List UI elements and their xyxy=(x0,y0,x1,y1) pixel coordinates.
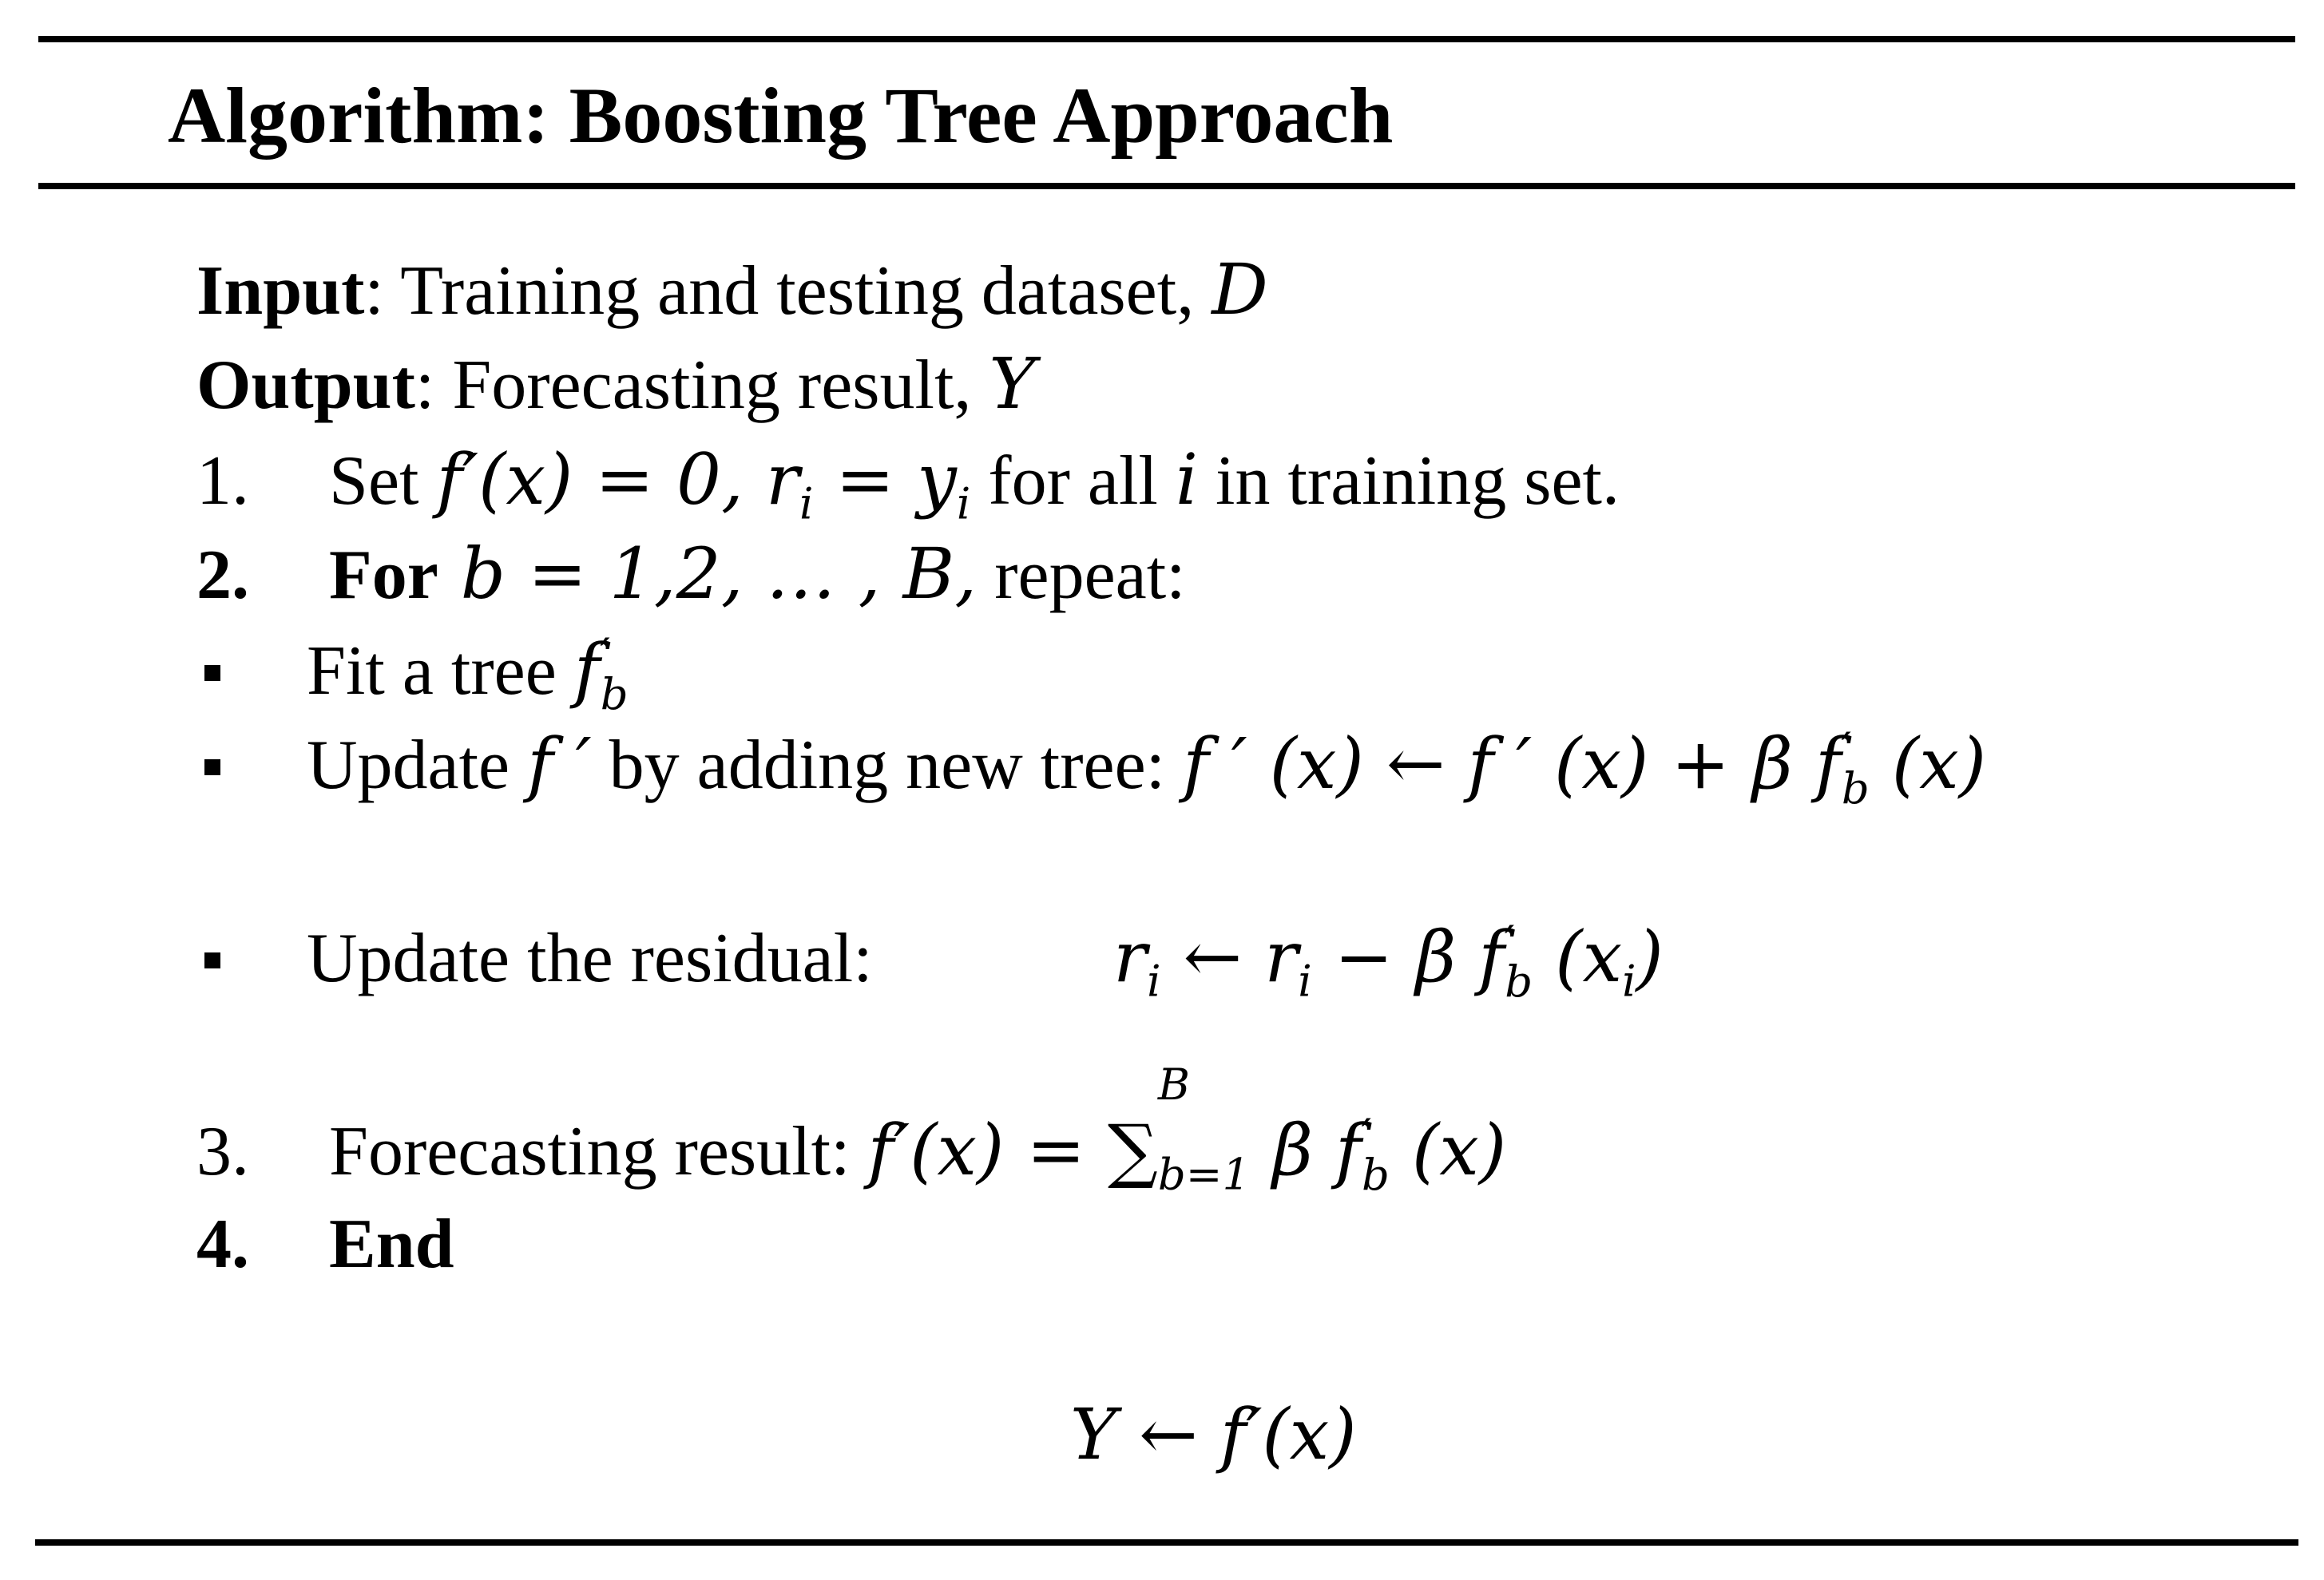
output-variable: Y xyxy=(989,343,1036,425)
bullet-square-icon xyxy=(204,759,220,775)
step-1-text: Set xyxy=(329,442,437,520)
step-2 xyxy=(196,530,1186,620)
bullet-1-math: f xyxy=(573,628,601,711)
bullet-square-icon xyxy=(204,665,220,681)
step-2-for: For xyxy=(329,537,438,614)
step-1 xyxy=(196,436,1620,529)
bullet-1-sub: b xyxy=(600,667,629,719)
bullet-3-close: ) xyxy=(1636,916,1664,998)
step-4-number: 4. xyxy=(196,1206,249,1283)
bullet-2-var: f ′ xyxy=(527,723,592,805)
bullet-3-minus: − β f xyxy=(1311,916,1505,998)
input-variable: D xyxy=(1212,248,1268,331)
input-label: Input xyxy=(196,252,365,330)
step-4 xyxy=(196,1201,454,1289)
step-1-tail: for all xyxy=(970,442,1176,520)
top-rule xyxy=(38,36,2295,42)
step-1-var-i: i xyxy=(1175,438,1199,521)
bullet-1-sup: ′ xyxy=(600,628,610,680)
output-text: : Forecasting result, xyxy=(414,346,989,424)
bullet-fit-tree xyxy=(204,626,629,719)
bullet-3-text: Update the residual: xyxy=(307,920,873,997)
step-3-math: f′(x) = ∑ xyxy=(867,1109,1158,1191)
step-3-sub: b xyxy=(1361,1148,1390,1200)
step-3-end: (x) xyxy=(1389,1109,1507,1191)
step-3-sup: ′ xyxy=(1361,1109,1371,1161)
algorithm-title: Algorithm: Boosting Tree Approach xyxy=(168,71,1394,160)
bullet-3-arrow: ← r xyxy=(1160,916,1299,998)
header-rule xyxy=(38,183,2295,189)
sum-limits: B $_{b=1}$ xyxy=(1157,1059,1251,1200)
bullet-2-text: Update xyxy=(307,727,528,804)
output-label: Output xyxy=(196,346,415,424)
step-3-sum-sub: b=1 xyxy=(1157,1148,1251,1200)
bullet-update-residual xyxy=(204,913,1664,1007)
bottom-rule xyxy=(35,1539,2298,1546)
step-3-tail: β f xyxy=(1250,1109,1362,1191)
bullet-update-f xyxy=(204,720,1987,814)
step-2-number: 2. xyxy=(196,537,249,614)
bullet-3-sup-c: ′ xyxy=(1504,916,1515,968)
step-3-number: 3. xyxy=(196,1113,249,1190)
bullet-3-math-a: r xyxy=(1113,916,1148,998)
step-3 xyxy=(196,1059,1507,1200)
bullet-2-mid: by adding new tree: xyxy=(591,727,1184,804)
bullet-2-sub: b xyxy=(1841,762,1870,814)
step-1-eq: = y xyxy=(813,438,957,521)
step-4-text: End xyxy=(329,1206,454,1283)
bullet-3-sub-b: i xyxy=(1298,955,1312,1007)
step-2-tail: repeat: xyxy=(977,537,1186,614)
input-text: : Training and testing dataset, xyxy=(364,252,1212,330)
bullet-2-end: (x) xyxy=(1869,723,1987,805)
step-2-math: b = 1,2, … , B, xyxy=(438,533,978,615)
step-3-text: Forecasting result: xyxy=(329,1113,868,1190)
step-1-sub-i: i xyxy=(799,477,814,529)
bullet-3-sub-d: i xyxy=(1622,955,1636,1007)
bullet-square-icon xyxy=(204,952,220,968)
step-1-sub-i2: i xyxy=(956,477,971,529)
final-assignment: Y ← f′(x) xyxy=(1070,1393,1357,1475)
bullet-3-end: (x xyxy=(1533,916,1623,998)
step-1-number: 1. xyxy=(196,442,249,520)
output-line xyxy=(196,340,1036,430)
bullet-3-sub-c: b xyxy=(1505,955,1533,1007)
input-line xyxy=(196,246,1268,335)
step-1-math: f′(x) = 0, r xyxy=(436,438,799,521)
step-1-end: in training set. xyxy=(1198,442,1620,520)
bullet-2-math: f ′ (x) ← f ′ (x) + β f xyxy=(1183,723,1842,805)
bullet-1-text: Fit a tree xyxy=(307,632,574,710)
bullet-2-sup: ′ xyxy=(1841,723,1851,774)
bullet-3-sub-a: i xyxy=(1147,955,1161,1007)
